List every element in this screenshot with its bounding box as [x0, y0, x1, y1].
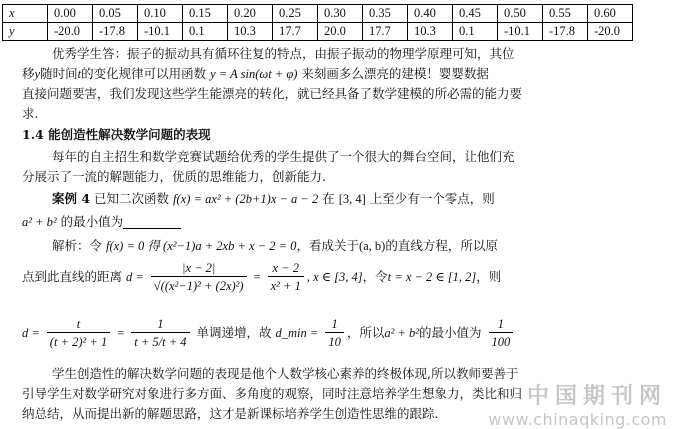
var-d: d =	[126, 270, 144, 284]
table-cell: -20.0	[48, 23, 93, 41]
fraction-denominator: √((x²−1)² + (2x)²)	[153, 279, 244, 293]
table-cell: 0.45	[453, 5, 498, 23]
table-cell: -10.1	[138, 23, 183, 41]
expr-a2b2: a² + b²	[384, 326, 420, 340]
fraction-numerator: x − 2	[268, 260, 304, 277]
var-y: y	[34, 67, 41, 81]
expr-a2b2: a² + b²	[22, 215, 57, 229]
table-cell: 0.15	[183, 5, 228, 23]
fraction-answer	[489, 316, 514, 351]
table-cell: 0.35	[363, 5, 408, 23]
para1-line4: 求.	[22, 106, 39, 121]
table-cell: 0.10	[138, 5, 183, 23]
substitution: t = x − 2 ∈ [1, 2]	[387, 270, 477, 284]
para3-line2: 引导学生对数学研究对象进行多方面、多角度的观察，同时注意培养学生想象力，类比和归	[22, 386, 523, 401]
table-cell: 0.00	[48, 5, 93, 23]
para1-text: 来刻画多么漂亮的建模！婴婴数据	[301, 66, 489, 81]
para1-line3: 直接问题要害，我们发现这些学生能漂亮的转化，就已经具备了数学建模的所必需的能力要	[22, 86, 523, 101]
example-text: 上至少有一个零点，则	[369, 191, 495, 206]
fraction-denominator: t + 5/t + 4	[134, 335, 187, 349]
table-cell: 20.0	[318, 23, 363, 41]
table-row-y	[3, 23, 633, 41]
solution-text: 的直线方程，所以原	[385, 238, 498, 253]
solution-line3: d = $\frac{t}{\text{(t + 2)² + 1}}$ = $\frac{1}{t + 5/t + 4}$ 单调递增，故 d_min = $\frac{1}{10}$ ，所以a² + b²的最小值为 $\frac{1}{100}$	[22, 313, 662, 357]
solution-text: 点到此直线的距离	[22, 269, 123, 284]
row-header-y: y	[3, 23, 48, 41]
pair-ab: (a, b)	[358, 239, 386, 253]
watermark-url: www.chinaqking.com	[488, 410, 667, 429]
fraction-denominator: (t + 2)² + 1	[49, 335, 108, 349]
solution-text: 的最小值为	[419, 325, 482, 340]
fraction-t-1	[47, 316, 110, 351]
section-heading: 1.4 能创造性解决数学问题的表现	[22, 127, 211, 142]
interval: [3, 4]	[338, 192, 366, 206]
table-cell: -17.8	[543, 23, 588, 41]
example-text: 已知二次函数	[94, 191, 170, 206]
table-cell: 17.7	[273, 23, 318, 41]
fraction-numerator: 1	[325, 316, 344, 333]
solution-text: ，令	[362, 269, 388, 284]
fraction-t-2	[131, 316, 189, 351]
para1-line1: 优秀学生答：振子的振动具有循环往复的特点，由振子振动的物理学原理可知，其位	[52, 46, 515, 61]
para1-text: 的变化规律可以用函数	[81, 66, 207, 81]
para1-text: 随时间	[40, 66, 78, 81]
table-cell: 0.60	[588, 5, 633, 23]
watermark-logo-text: 中国期刊网	[526, 384, 667, 409]
table-cell: 0.55	[543, 5, 588, 23]
row-header-x: x	[3, 5, 48, 23]
para3-line3: 纳总结，从而提出新的解题思路，这才是新课标培养学生创造性思维的跟踪.	[22, 406, 439, 421]
table-row-x	[3, 5, 633, 23]
var-dmin: d_min =	[275, 326, 319, 340]
solution-line1	[22, 236, 677, 256]
table-cell: 0.1	[453, 23, 498, 41]
fraction-denominator: 10	[328, 335, 341, 349]
solution-text: 解析：令	[52, 238, 103, 253]
solution-text: ，所以	[346, 325, 385, 340]
table-cell: 0.30	[318, 5, 363, 23]
solution-text: ，看成关于	[296, 238, 359, 253]
function-fx: f(x) = ax² + (2b+1)x − a − 2	[173, 192, 319, 206]
fraction-dmin	[325, 316, 344, 351]
answer-blank	[123, 214, 181, 229]
example-text: 在	[322, 191, 335, 206]
example-text: 的最小值为	[60, 214, 124, 229]
table-cell: 0.50	[498, 5, 543, 23]
example-line1	[22, 189, 677, 209]
fraction-numerator: 1	[489, 316, 514, 333]
table-cell: 0.20	[228, 5, 273, 23]
table-cell: 0.05	[93, 5, 138, 23]
domain: , x ∈ [3, 4]	[306, 270, 363, 284]
solution-text: 单调递增，故	[196, 325, 272, 340]
table-cell: 10.3	[228, 23, 273, 41]
para2-line1: 每年的自主招生和数学竞赛试题给优秀的学生提供了一个很大的舞台空间，让他们充	[52, 149, 515, 164]
table-cell: 10.3	[408, 23, 453, 41]
table-cell: 0.25	[273, 5, 318, 23]
fraction-numerator: t	[47, 316, 110, 333]
solution-text: ，则	[476, 269, 502, 284]
table-cell: 0.40	[408, 5, 453, 23]
fraction-numerator: |x − 2|	[151, 260, 247, 277]
table-cell: 17.7	[363, 23, 408, 41]
fraction-distance-2	[268, 260, 304, 295]
equation: f(x) = 0 得 (x²−1)a + 2xb + x − 2 = 0	[106, 239, 297, 253]
fraction-denominator: x² + 1	[270, 279, 301, 293]
para2-line2: 分展示了一流的解题能力，优质的思维能力，创新能力.	[22, 169, 326, 184]
table-cell: -10.1	[498, 23, 543, 41]
var-t: t	[77, 67, 82, 81]
fraction-distance-1	[151, 260, 247, 295]
example-line2	[22, 212, 662, 232]
para1-text: 移	[22, 66, 35, 81]
table-cell: -17.8	[93, 23, 138, 41]
data-table	[2, 4, 633, 41]
table-cell: -20.0	[588, 23, 633, 41]
para3-line1: 学生创造性的解决数学问题的表现是他个人数学核心素养的终极体现,所以教师要善于	[52, 366, 519, 381]
var-d: d =	[22, 326, 40, 340]
example-label: 案例 4	[52, 191, 91, 206]
para1-line2	[22, 64, 662, 84]
fraction-denominator: 100	[491, 335, 511, 349]
solution-line2: 点到此直线的距离 d = $\frac{|x - 2|}{\text{√((x²−1)² + (2x)²)}}$ = $\frac{x - 2}{\text{x² + 1}}$ , x ∈ [3, 4]，令t = x − 2 ∈ [1, 2]，则	[22, 261, 502, 293]
fraction-numerator: 1	[131, 316, 189, 333]
table-cell: 0.1	[183, 23, 228, 41]
formula-sine: y = A sin(ωt + φ)	[210, 67, 298, 81]
